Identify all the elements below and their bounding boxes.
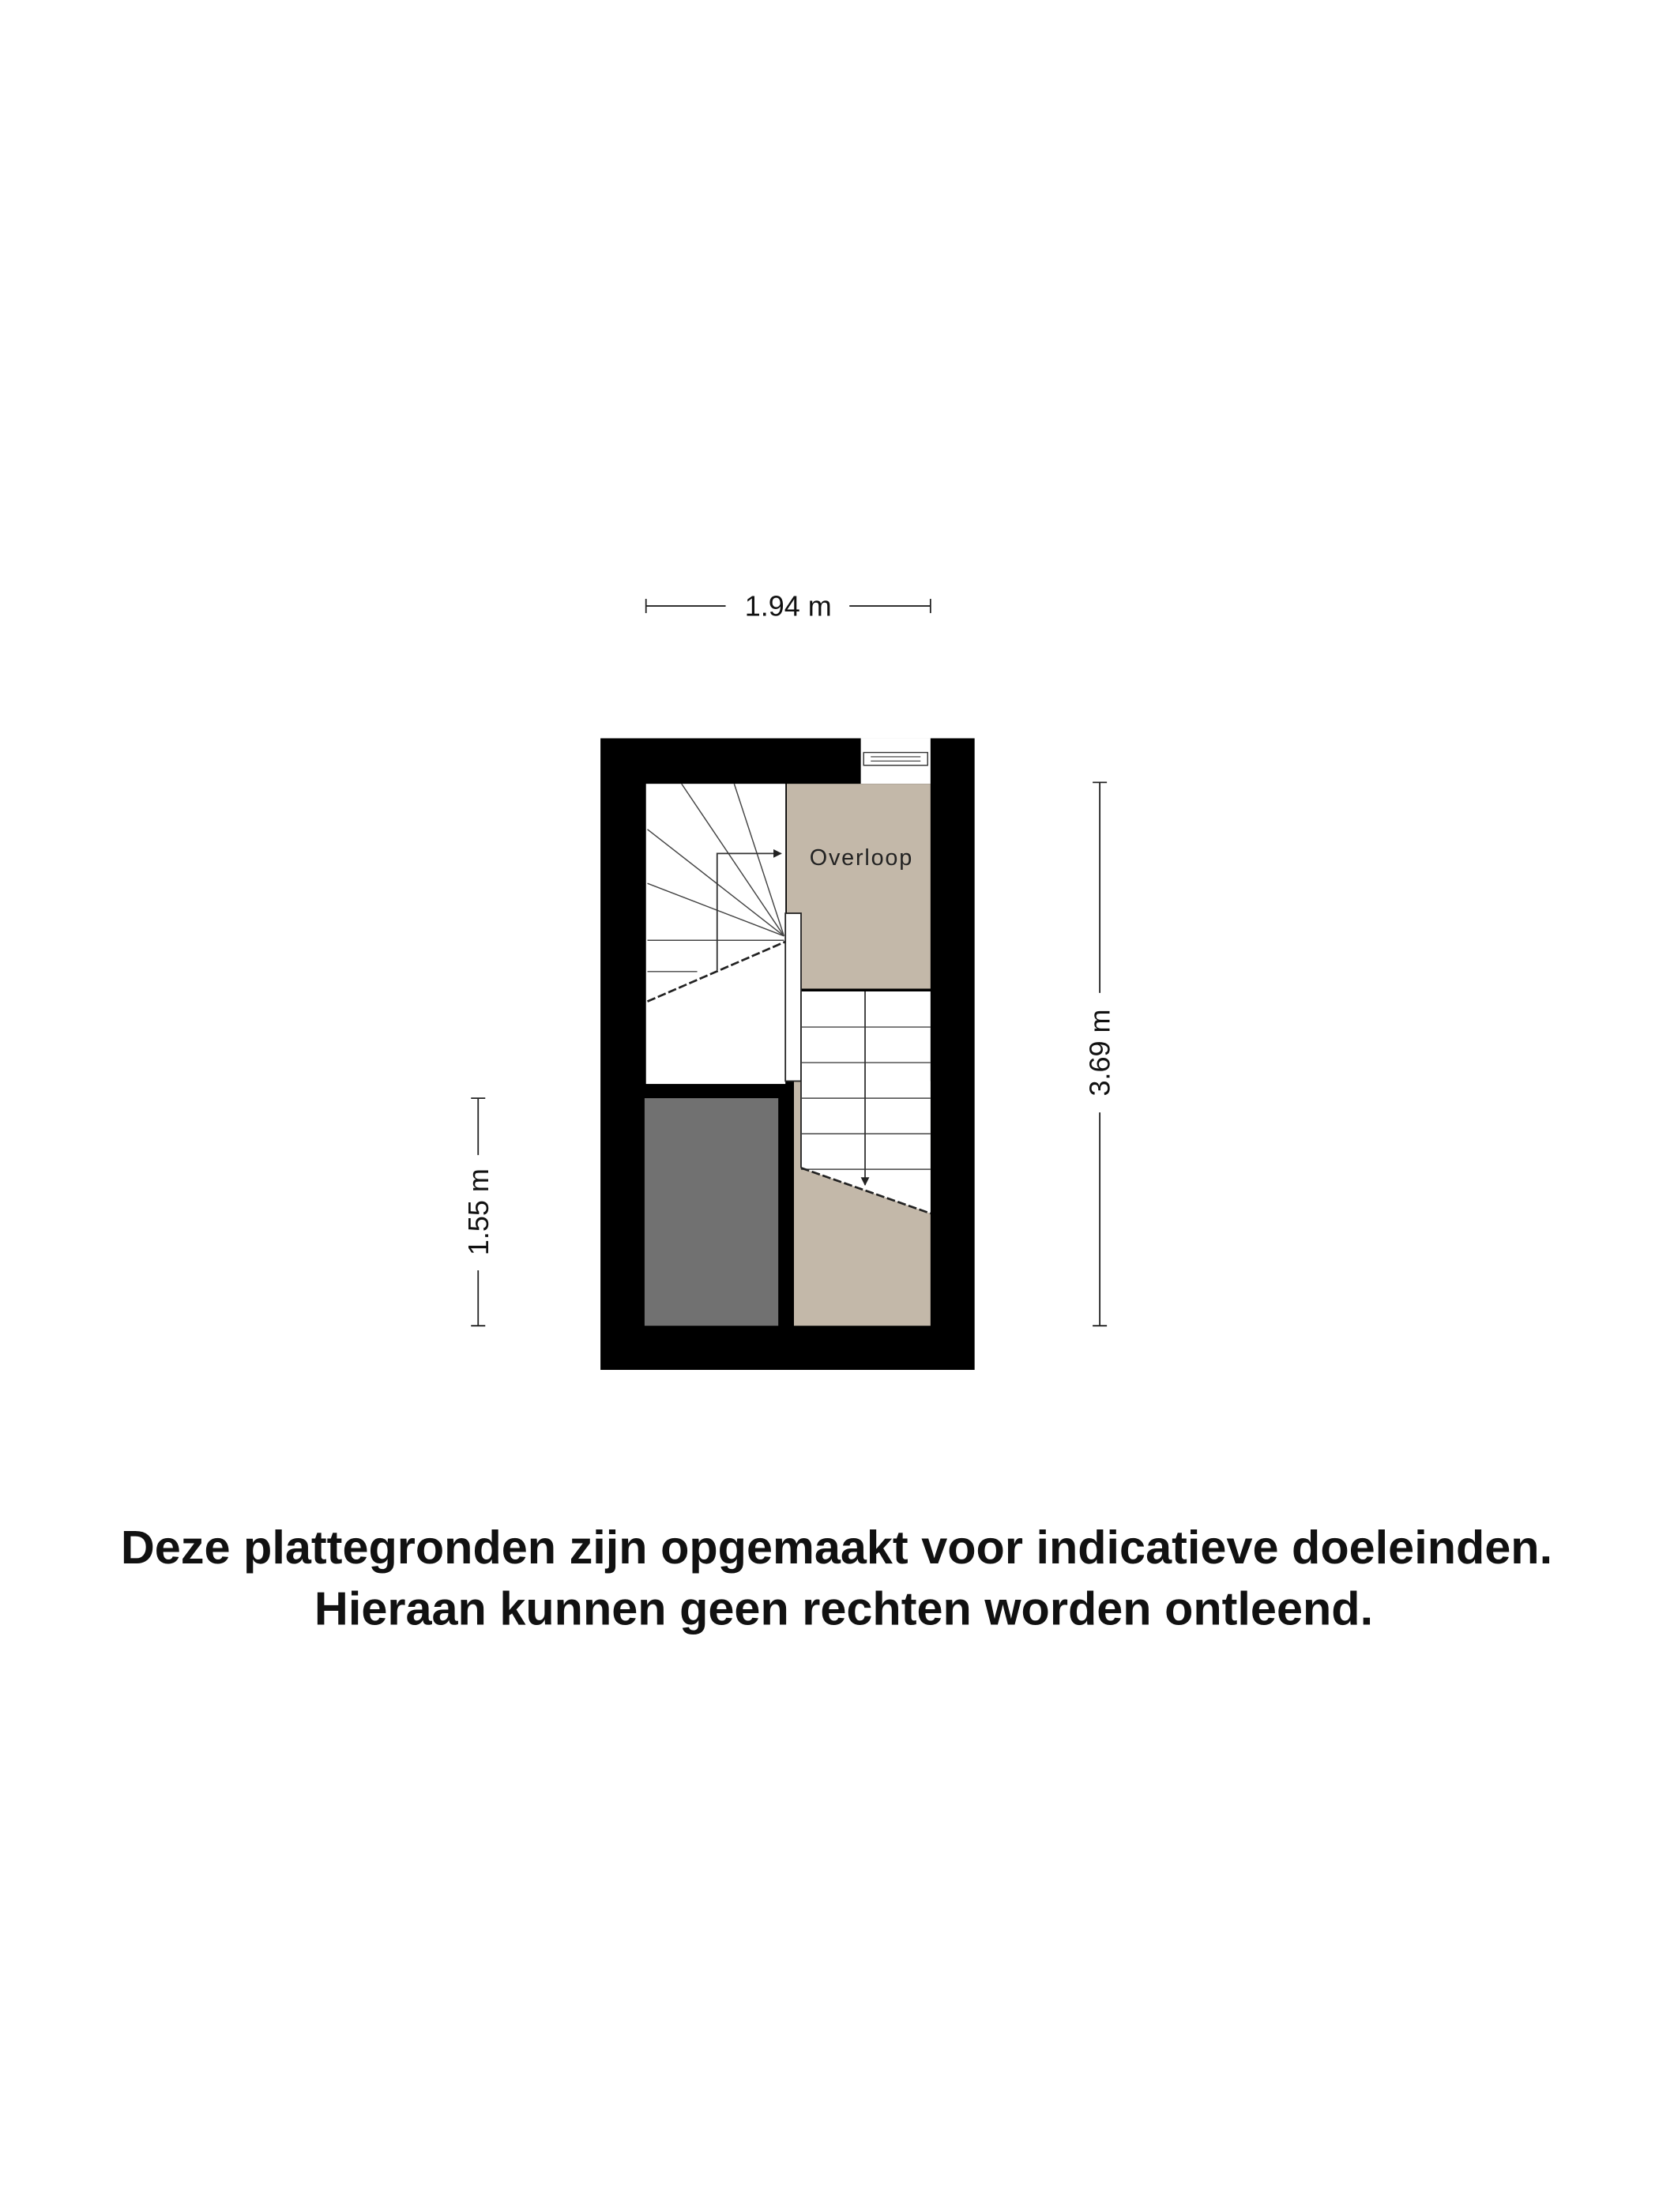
stair-divider [785,913,801,1081]
room-overloop [787,784,931,988]
dimension-height-lower-label: 1.55 m [461,1168,495,1256]
window [861,739,931,784]
storage-room [645,1098,778,1326]
dimension-width-label: 1.94 m [744,589,832,623]
room-overloop-label: Overloop [809,845,914,871]
staircase-winding [646,784,785,1084]
disclaimer-line-2: Hieraan kunnen geen rechten worden ontleend. [314,1582,1374,1635]
dimension-height-total-label: 3.69 m [1083,1009,1116,1097]
disclaimer-line-1: Deze plattegronden zijn opgemaakt voor indicatieve doeleinden. [120,1520,1553,1574]
dimension-height-total [1084,782,1116,1326]
dimension-width [646,590,931,623]
dimension-height-lower [462,1098,495,1326]
